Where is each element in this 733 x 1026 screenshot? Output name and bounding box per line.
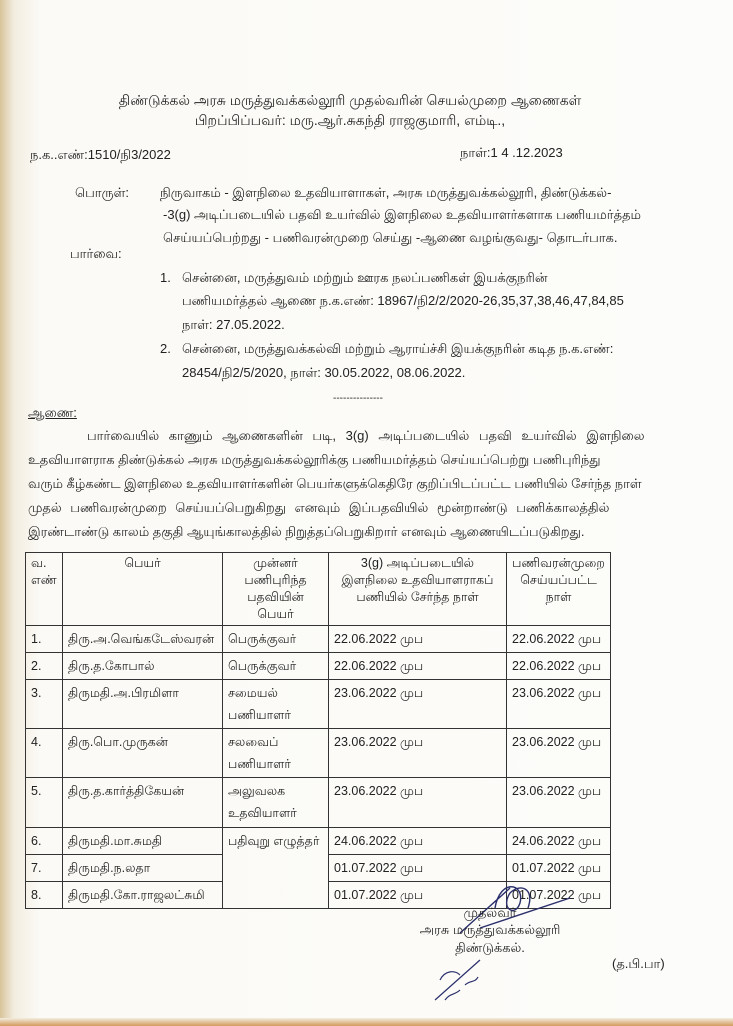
reference-line: நாள்: 27.05.2022. [182, 317, 285, 332]
serial: 6. [26, 828, 63, 855]
joined-date: 24.06.2022 முப [329, 828, 507, 855]
previous-post: பதிவுறு எழுத்தர் [223, 828, 329, 909]
signatory-institution: அரசு மருத்துவக்கல்லூரி [419, 922, 561, 937]
regularized-date: 22.06.2022 முப [507, 626, 611, 653]
serial: 3. [26, 680, 63, 729]
reference-line: சென்னை, மருத்துவக்கல்வி மற்றும் ஆராய்ச்சி இயக்குநரின் கடித ந.க.எண்: [182, 341, 614, 356]
reference-line: சென்னை, மருத்துவம் மற்றும் ஊரக நலப்பணிகள் இயக்குநரின் [182, 270, 548, 285]
table-row [26, 653, 611, 680]
subject-line: நிருவாகம் - இளநிலை உதவியாளாகள், அரசு மருத்துவக்கல்லூரி, திண்டுக்கல்- [160, 185, 612, 200]
separator: --------------- [333, 393, 383, 404]
joined-date: 22.06.2022 முப [329, 653, 507, 680]
table-row [26, 680, 611, 729]
name: திருமதி.ந.லதா [63, 855, 223, 882]
previous-post: சலவைப் பணியாளர் [223, 729, 329, 778]
header-line1: திண்டுக்கல் அரசு மருத்துவக்கல்லூரி முதல்வரின் செயல்முறை ஆணைகள் [118, 92, 582, 108]
joined-date: 22.06.2022 முப [329, 626, 507, 653]
reference-number-1: 1. [160, 270, 171, 285]
regularized-date: 01.07.2022 முப [507, 855, 611, 882]
serial: 8. [26, 882, 63, 909]
initials: (த.பி.பா) [612, 956, 665, 971]
table-row [26, 828, 611, 855]
reference-line: 28454/நி2/5/2020, நாள்: 30.05.2022, 08.06.2022. [182, 365, 466, 380]
joined-date: 01.07.2022 முப [329, 882, 507, 909]
previous-post: பெருக்குவர் [223, 653, 329, 680]
staff-table [25, 552, 611, 909]
reference-number: ந.க..எண்:1510/நி3/2022 [30, 147, 171, 162]
serial: 4. [26, 729, 63, 778]
order-text-line: முதல் பணிவரன்முறை செய்யப்பெறுகிறது எனவும் இப்பதவியில் மூன்றாண்டு பணிக்காலத்தில் [28, 500, 610, 515]
table-row [26, 778, 611, 828]
name: திருமதி.மா.சுமதி [63, 828, 223, 855]
signatory-title: முதல்வர் [463, 905, 517, 920]
name: திருமதி.கோ.ராஜலட்சுமி [63, 882, 223, 909]
regularized-date: 23.06.2022 முப [507, 680, 611, 729]
subject-line: -3(g) அடிப்படையில் பதவி உயர்வில் இளநிலை உதவியாளர்களாக பணியமர்த்தம் [163, 207, 641, 222]
regularized-date: 22.06.2022 முப [507, 653, 611, 680]
regularized-date: 23.06.2022 முப [507, 778, 611, 828]
reference-number-2: 2. [160, 341, 171, 356]
joined-date: 23.06.2022 முப [329, 778, 507, 828]
joined-date: 01.07.2022 முப [329, 855, 507, 882]
header-previous-post: முன்னர் பணிபுரிந்த பதவியின் பெயர் [223, 553, 329, 626]
serial: 7. [26, 855, 63, 882]
signatory-place: திண்டுக்கல். [455, 940, 525, 955]
joined-date: 23.06.2022 முப [329, 729, 507, 778]
serial: 5. [26, 778, 63, 828]
name: திரு.அ.வெங்கடேஸ்வரன் [63, 626, 223, 653]
page-edge [0, 1018, 733, 1026]
name: திருமதி.அ.பிரமிளா [63, 680, 223, 729]
subject-line: செய்யப்பெற்றது - பணிவரன்முறை செய்து -ஆணை வழங்குவது- தொடர்பாக. [163, 230, 618, 245]
regularized-date: 01.07.2022 முப [507, 882, 611, 909]
order-text-line: வரும் கீழ்கண்ட இளநிலை உதவியாளர்களின் பெயர்களுக்கெதிரே குறிப்பிடப்பட்ட பணியில் சேர்ந்த நாள் [28, 476, 642, 491]
table-row [26, 729, 611, 778]
previous-post: சமையல் பணியாளர் [223, 680, 329, 729]
name: திரு.த.கோபால் [63, 653, 223, 680]
previous-post: பெருக்குவர் [223, 626, 329, 653]
order-text-line: இரண்டாண்டு காலம் தகுதி ஆயுங்காலத்தில் நிறுத்தப்பெறுகிறார் எனவும் ஆணையிடப்படுகிறது. [28, 524, 585, 539]
handwritten-date-note [430, 955, 490, 1005]
references-label: பார்வை: [70, 246, 122, 261]
table-row [26, 626, 611, 653]
header-regularized-date: பணிவரன்முறை செய்யப்பட்ட நாள் [507, 553, 611, 626]
previous-post: அலுவலக உதவியாளர் [223, 778, 329, 828]
serial: 2. [26, 653, 63, 680]
regularized-date: 24.06.2022 முப [507, 828, 611, 855]
header-joined-date: 3(g) அடிப்படையில் இளநிலை உதவியாளராகப் பணியில் சேர்ந்த நாள் [329, 553, 507, 626]
serial: 1. [26, 626, 63, 653]
header-line2: பிறப்பிப்பவர்: மரு.ஆர்.சுகந்தி ராஜகுமாரி, எம்டி., [194, 112, 506, 128]
name: திரு.த.கார்த்திகேயன் [63, 778, 223, 828]
order-text-line: உதவியாளராக திண்டுக்கல் அரசு மருத்துவக்கல்லூரிக்கு பணியமர்த்தம் செய்யப்பெற்று பணிபுரிந்து [28, 452, 601, 467]
header-serial: வ. எண் [26, 553, 63, 626]
order-date: நாள்:1 4 .12.2023 [460, 145, 563, 160]
table-header-row [26, 553, 611, 626]
name: திரு.பொ.முருகன் [63, 729, 223, 778]
reference-line: பணியமர்த்தல் ஆணை ந.க.எண்: 18967/நி2/2/2020-26,35,37,38,46,47,84,85 [182, 293, 624, 308]
regularized-date: 23.06.2022 முப [507, 729, 611, 778]
joined-date: 23.06.2022 முப [329, 680, 507, 729]
order-label: ஆணை: [28, 405, 77, 420]
header-name: பெயர் [63, 553, 223, 626]
subject-label: பொருள்: [75, 185, 129, 200]
order-text-line: பார்வையில் காணும் ஆணைகளின் படி, 3(g) அடிப்படையில் பதவி உயர்வில் இளநிலை [87, 428, 645, 443]
